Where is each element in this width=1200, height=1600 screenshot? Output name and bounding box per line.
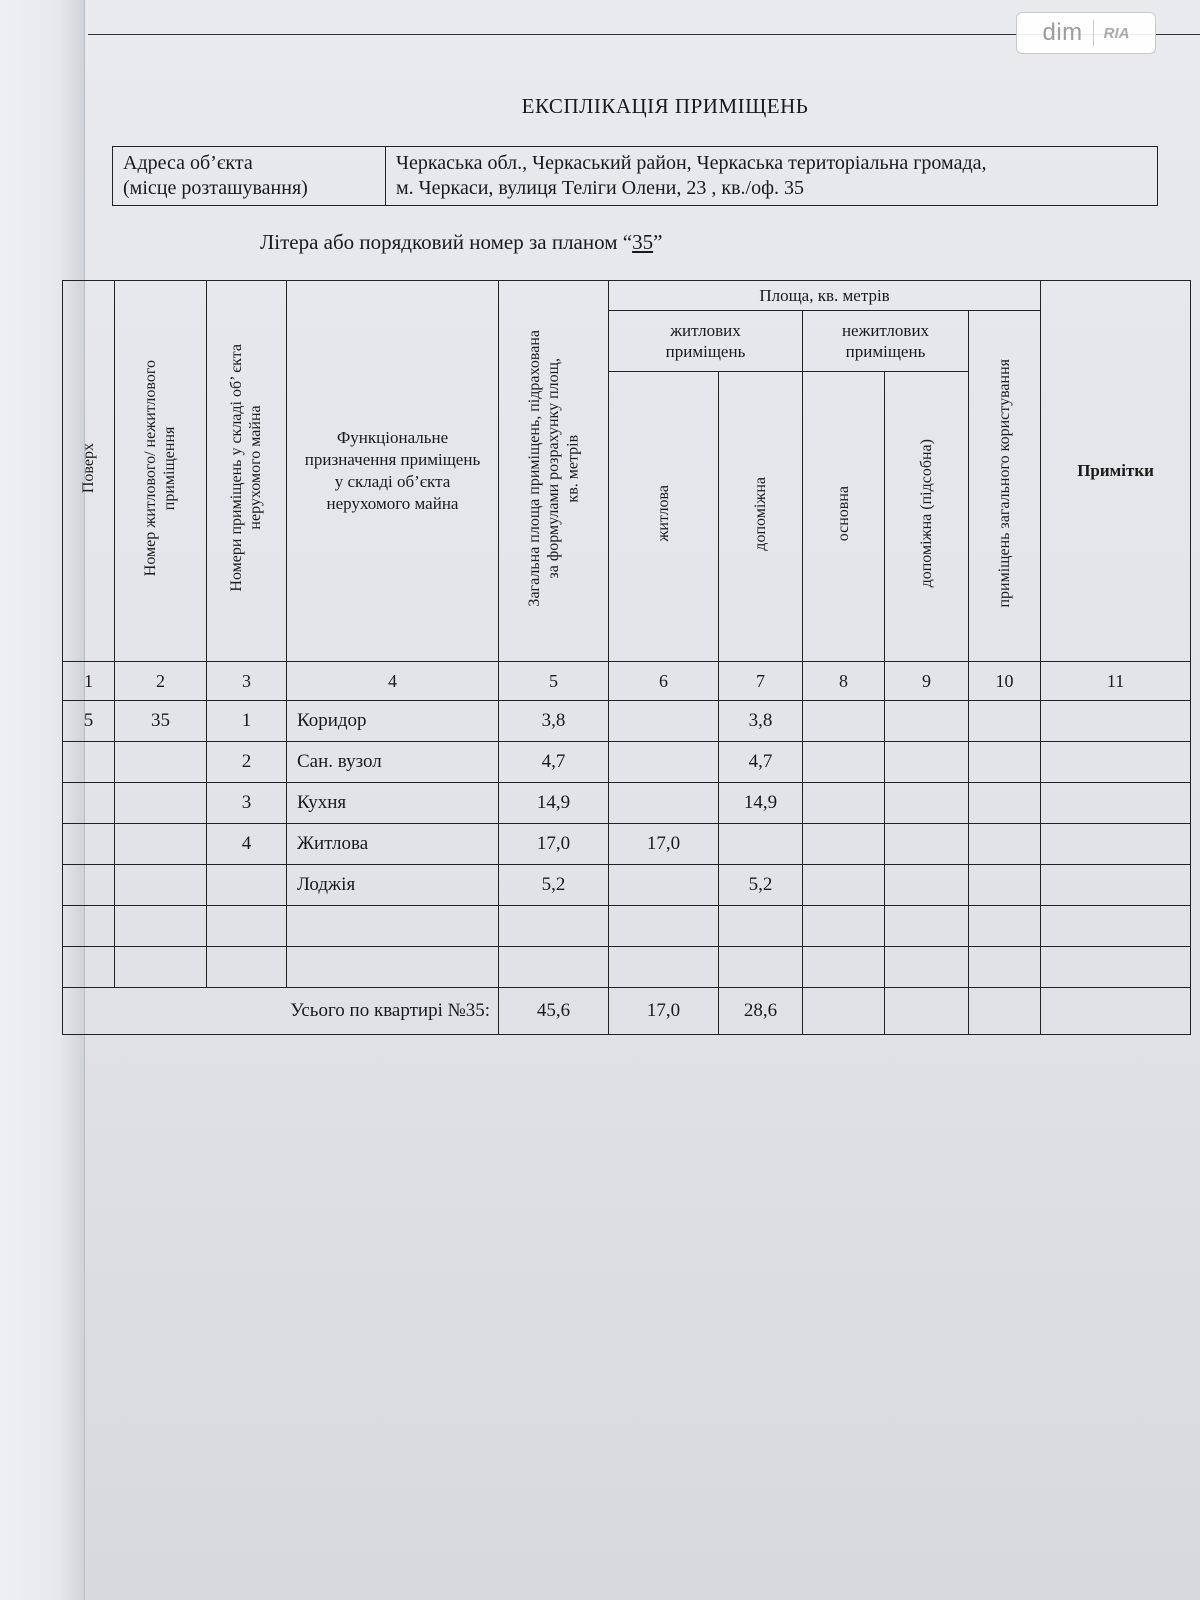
cell-empty [969, 783, 1041, 824]
cell-num [207, 906, 287, 947]
total-area: 45,6 [499, 988, 609, 1035]
table-row [63, 742, 1191, 783]
total-label: Усього по квартирі №35: [63, 988, 499, 1035]
total-living: 17,0 [609, 988, 719, 1035]
column-number: 3 [207, 662, 287, 701]
cell-empty [885, 742, 969, 783]
cell-empty [803, 783, 885, 824]
header-living-group: житлових приміщень [609, 311, 803, 372]
header-floor: Поверх [63, 281, 115, 662]
address-table [112, 146, 1158, 206]
column-number: 1 [63, 662, 115, 701]
cell-aux [719, 824, 803, 865]
cell-empty [1041, 988, 1191, 1035]
header-nonliving-group: нежитлових приміщень [803, 311, 969, 372]
explication-table-wrap [62, 280, 1191, 1035]
cell-empty [1041, 947, 1191, 988]
cell-num [207, 947, 287, 988]
cell-empty [1041, 824, 1191, 865]
cell-name [287, 947, 499, 988]
cell-total: 3,8 [499, 701, 609, 742]
column-number: 6 [609, 662, 719, 701]
cell-floor [63, 742, 115, 783]
cell-apt [115, 865, 207, 906]
cell-empty [969, 947, 1041, 988]
cell-total [499, 906, 609, 947]
cell-aux [719, 947, 803, 988]
cell-num: 2 [207, 742, 287, 783]
cell-apt [115, 947, 207, 988]
total-aux: 28,6 [719, 988, 803, 1035]
cell-living [609, 742, 719, 783]
address-label-line2: (місце розташування) [123, 177, 308, 199]
cell-floor [63, 906, 115, 947]
cell-total: 5,2 [499, 865, 609, 906]
cell-empty [885, 783, 969, 824]
cell-apt: 35 [115, 701, 207, 742]
cell-empty [803, 742, 885, 783]
cell-empty [885, 988, 969, 1035]
cell-empty [1041, 783, 1191, 824]
cell-living [609, 701, 719, 742]
cell-aux: 14,9 [719, 783, 803, 824]
address-label-line1: Адреса об’єкта [123, 152, 253, 174]
header-living: житлова [609, 372, 719, 662]
total-row [63, 988, 1191, 1035]
cell-name: Коридор [287, 701, 499, 742]
column-number: 7 [719, 662, 803, 701]
cell-total [499, 947, 609, 988]
table-row [63, 701, 1191, 742]
header-auxiliary: допоміжна [719, 372, 803, 662]
header-main: основна [803, 372, 885, 662]
cell-empty [885, 824, 969, 865]
cell-empty [803, 824, 885, 865]
header-part-numbers: Номери приміщень у складі об’ єкта нерухомого майна [207, 281, 287, 662]
cell-empty [969, 906, 1041, 947]
column-number: 9 [885, 662, 969, 701]
cell-num: 1 [207, 701, 287, 742]
cell-name: Лоджія [287, 865, 499, 906]
cell-apt [115, 824, 207, 865]
cell-name [287, 906, 499, 947]
cell-empty [803, 988, 885, 1035]
cell-num [207, 865, 287, 906]
cell-living [609, 865, 719, 906]
column-number: 10 [969, 662, 1041, 701]
litera-number: 35 [632, 230, 654, 254]
column-number: 8 [803, 662, 885, 701]
cell-empty [803, 906, 885, 947]
cell-living [609, 783, 719, 824]
litera-suffix: ” [653, 230, 663, 254]
cell-floor: 5 [63, 701, 115, 742]
cell-empty [885, 947, 969, 988]
header-function: Функціональне призначення приміщень у складі об’єкта нерухомого майна [287, 281, 499, 662]
header-notes: Примітки [1041, 281, 1191, 662]
cell-empty [1041, 742, 1191, 783]
cell-empty [803, 947, 885, 988]
table-row [63, 906, 1191, 947]
document-title: ЕКСПЛІКАЦІЯ ПРИМІЩЕНЬ [521, 94, 809, 118]
table-row [63, 947, 1191, 988]
cell-aux: 5,2 [719, 865, 803, 906]
cell-floor [63, 865, 115, 906]
cell-num: 4 [207, 824, 287, 865]
cell-total: 4,7 [499, 742, 609, 783]
table-row [63, 783, 1191, 824]
litera-line [260, 230, 662, 255]
cell-empty [885, 701, 969, 742]
cell-num: 3 [207, 783, 287, 824]
column-number: 4 [287, 662, 499, 701]
cell-living: 17,0 [609, 824, 719, 865]
header-area-group: Площа, кв. метрів [609, 281, 1041, 311]
cell-total: 17,0 [499, 824, 609, 865]
cell-empty [1041, 865, 1191, 906]
watermark-separator [1093, 20, 1094, 46]
cell-apt [115, 783, 207, 824]
address-value-line2: м. Черкаси, вулиця Теліги Олени, 23 , кв./оф. 35 [396, 177, 805, 199]
cell-name: Житлова [287, 824, 499, 865]
dimria-watermark [1016, 12, 1156, 54]
watermark-sub: RIA [1103, 24, 1130, 42]
cell-empty [969, 988, 1041, 1035]
cell-aux [719, 906, 803, 947]
cell-empty [969, 701, 1041, 742]
cell-empty [1041, 906, 1191, 947]
cell-empty [969, 742, 1041, 783]
cell-empty [969, 865, 1041, 906]
column-number-row [63, 662, 1191, 701]
cell-name: Сан. вузол [287, 742, 499, 783]
table-row [63, 865, 1191, 906]
cell-empty [1041, 701, 1191, 742]
column-number: 2 [115, 662, 207, 701]
litera-prefix: Літера або порядковий номер за планом “ [260, 230, 633, 254]
column-number: 5 [499, 662, 609, 701]
cell-living [609, 906, 719, 947]
address-label [113, 147, 386, 206]
cell-empty [885, 906, 969, 947]
cell-floor [63, 783, 115, 824]
cell-aux: 3,8 [719, 701, 803, 742]
column-number: 11 [1041, 662, 1191, 701]
cell-living [609, 947, 719, 988]
cell-floor [63, 947, 115, 988]
cell-apt [115, 742, 207, 783]
cell-apt [115, 906, 207, 947]
explication-table [62, 280, 1191, 1035]
header-room-number: Номер житлового/ нежитлового приміщення [115, 281, 207, 662]
table-row [63, 824, 1191, 865]
address-value-line1: Черкаська обл., Черкаський район, Черкаська територіальна громада, [396, 152, 987, 174]
address-value [386, 147, 1158, 206]
cell-empty [885, 865, 969, 906]
cell-empty [803, 701, 885, 742]
cell-name: Кухня [287, 783, 499, 824]
cell-empty [803, 865, 885, 906]
header-total-area: Загальна площа приміщень, підрахована за формулами розрахунку площ, кв. метрів [499, 281, 609, 662]
cell-empty [969, 824, 1041, 865]
cell-floor [63, 824, 115, 865]
header-auxiliary-utility: допоміжна (підсобна) [885, 372, 969, 662]
cell-aux: 4,7 [719, 742, 803, 783]
header-common-use: приміщень загального користування [969, 311, 1041, 662]
cell-total: 14,9 [499, 783, 609, 824]
watermark-brand: dim [1042, 19, 1083, 46]
